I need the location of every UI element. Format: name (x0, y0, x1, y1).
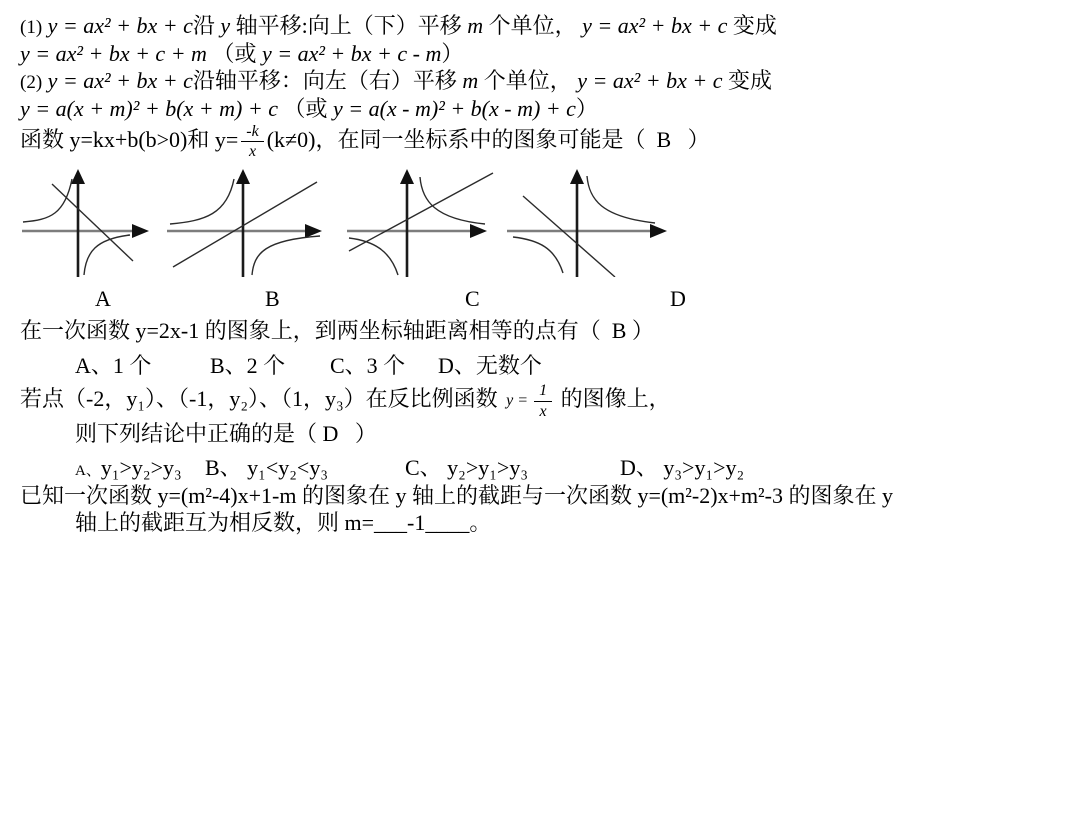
formula-shifted-right: y = a(x - m)² + b(x - m) + c (332, 96, 576, 121)
straight-line-graph (52, 184, 133, 261)
var-y: y (220, 13, 231, 38)
y-equals: y = (506, 392, 529, 410)
fraction-denominator: x (539, 402, 547, 420)
option-d: D、 y₃>y₁>y₂ (620, 454, 745, 480)
note-text: ） (575, 96, 598, 121)
formula-quadratic: y = ax² + bx + c (577, 68, 723, 94)
graph-options-row (20, 167, 1062, 317)
note-horizontal-shift-result (20, 95, 1062, 123)
option-b: B、2 个 (210, 353, 286, 379)
option-a-prefix: A、 (75, 462, 101, 479)
y-axis-arrow (400, 169, 414, 184)
note-text: 个单位， (483, 68, 572, 94)
formula-shifted-left: y = a(x + m)² + b(x + m) + c (20, 96, 278, 121)
question-equidistant-stem: 在一次函数 y=2x-1 的图象上，到两坐标轴距离相等的点有（ B ） (20, 317, 654, 343)
option-d: D、无数个 (438, 353, 542, 379)
question-text: (k≠0)，在同一坐标系中的图象可能是（ B ） (266, 126, 710, 152)
hyperbola-branch-q4 (84, 235, 130, 275)
hyperbola-branch-q4 (252, 236, 320, 275)
fraction-neg-k-over-x (241, 123, 263, 161)
note-vertical-shift (20, 12, 1062, 40)
option-c: C、 y₂>y₁>y₃ (405, 454, 528, 480)
var-m: m (467, 13, 484, 38)
graph-option-c (345, 167, 500, 277)
answer-blank: ___-1____ (374, 510, 470, 536)
y-axis-arrow (71, 169, 85, 184)
graph-option-d (505, 167, 670, 277)
question-text: 函数 y=kx+b(b>0)和 y= (20, 126, 239, 152)
option-a: A、1 个 (75, 353, 152, 379)
graph-option-a (20, 167, 170, 277)
graph-label-a: A (95, 285, 111, 311)
note-text: ） (441, 40, 464, 66)
question-inverse-line2: 则下列结论中正确的是（ D ） (75, 421, 377, 447)
fraction-denominator: x (248, 143, 257, 161)
note-text: 沿轴平移：向左（右）平移 (192, 68, 457, 94)
graph-label-c: C (465, 285, 480, 311)
note-text: （或 (283, 96, 328, 121)
y-axis-arrow (570, 169, 584, 184)
straight-line-graph (173, 182, 317, 267)
hyperbola-branch-q2 (23, 179, 72, 222)
note-text: 变成 (732, 13, 777, 38)
formula-quadratic: y = ax² + bx + c (47, 13, 193, 38)
fraction-one-over-x (534, 382, 552, 420)
straight-line-graph (523, 196, 615, 277)
y-axis-arrow (236, 169, 250, 184)
option-b: B、 y₁<y₂<y₃ (205, 454, 328, 480)
option-a (75, 454, 182, 482)
question-equidistant-options (20, 352, 1062, 382)
question-inverse-stem (20, 382, 1062, 420)
x-axis-arrow (132, 224, 149, 238)
formula-shifted-down: y = ax² + bx + c - m (261, 40, 442, 66)
note-text: 变成 (727, 68, 772, 94)
note-text: 个单位， (488, 13, 577, 38)
formula-quadratic: y = ax² + bx + c (582, 13, 728, 38)
note-number: (2) (20, 72, 43, 94)
hyperbola-branch-q3 (513, 237, 563, 273)
formula-quadratic: y = ax² + bx + c (47, 68, 193, 94)
x-axis-arrow (650, 224, 667, 238)
question-graphs-stem (20, 123, 1062, 161)
note-text: 轴平移:向上（下）平移 (235, 13, 462, 38)
option-a-body: y₁>y₂>y₃ (100, 454, 182, 480)
option-c: C、3 个 (330, 353, 406, 379)
fraction-numerator: 1 (534, 382, 552, 402)
x-axis-arrow (470, 224, 487, 238)
hyperbola-branch-q3 (349, 238, 398, 275)
graph-label-d: D (670, 285, 686, 311)
note-text: 沿 (192, 13, 215, 38)
fraction-numerator: -k (241, 123, 263, 143)
graph-label-b: B (265, 285, 280, 311)
question-text: 轴上的截距互为相反数，则 m= (75, 510, 375, 536)
formula-shifted-up: y = ax² + bx + c + m (20, 40, 207, 66)
function-lhs (506, 392, 528, 410)
hyperbola-branch-q1 (420, 177, 485, 224)
note-number: (1) (20, 17, 43, 38)
hyperbola-branch-q1 (587, 176, 655, 223)
question-intercept-line1: 已知一次函数 y=(m²-4)x+1-m 的图象在 y 轴上的截距与一次函数 y=(m²-2)x+m²-3 的图象在 y (20, 482, 893, 508)
note-horizontal-shift (20, 67, 1062, 95)
question-text: 若点（-2，y₁）、（-1，y₂）、（1，y₃）在反比例函数 (20, 386, 498, 412)
note-vertical-shift-result (20, 40, 1062, 68)
note-text: （或 (212, 40, 257, 66)
question-text: 的图像上， (560, 386, 671, 412)
period: 。 (469, 510, 492, 536)
graph-option-b (165, 167, 325, 277)
var-m: m (462, 68, 479, 94)
question-intercept-line2 (20, 509, 1062, 537)
hyperbola-branch-q2 (170, 179, 234, 224)
question-inverse-options (20, 454, 1062, 482)
